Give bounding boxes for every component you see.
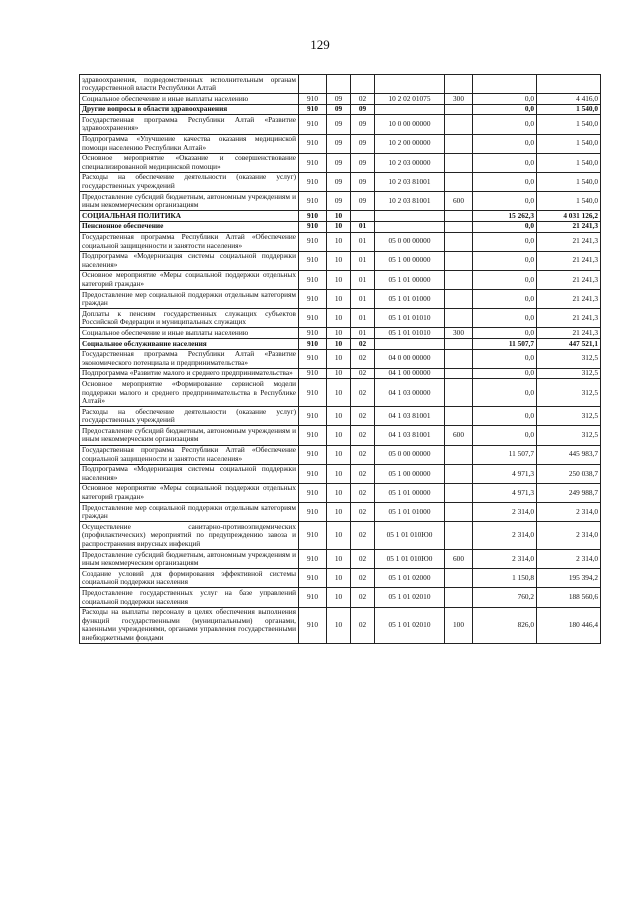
section-code-cell: 10 [327, 522, 351, 550]
table-row [80, 445, 601, 464]
subsection-code-cell: 02 [351, 569, 375, 588]
amount-cell: 11 507,7 [473, 445, 537, 464]
amount-cell: 0,0 [473, 379, 537, 407]
section-code-cell: 10 [327, 550, 351, 569]
section-code-cell: 09 [327, 94, 351, 105]
section-code-cell: 10 [327, 426, 351, 445]
table-row [80, 349, 601, 368]
expense-name-cell: Подпрограмма «Улучшение качества оказания медицинской помощи населению Республики Алтай» [80, 134, 299, 153]
amount-cell: 447 521,1 [537, 339, 601, 350]
amount-cell: 180 446,4 [537, 607, 601, 643]
target-article-cell: 04 1 03 81001 [375, 407, 445, 426]
table-row [80, 251, 601, 270]
amount-cell: 1 540,0 [537, 134, 601, 153]
table-row [80, 464, 601, 483]
amount-cell: 15 262,3 [473, 211, 537, 222]
amount-cell: 760,2 [473, 588, 537, 607]
amount-cell: 0,0 [473, 309, 537, 328]
target-article-cell: 05 1 01 02010 [375, 588, 445, 607]
amount-cell: 312,5 [537, 426, 601, 445]
ministry-code-cell: 910 [299, 211, 327, 222]
amount-cell: 0,0 [473, 153, 537, 172]
ministry-code-cell: 910 [299, 483, 327, 502]
section-code-cell: 10 [327, 349, 351, 368]
section-code-cell: 10 [327, 221, 351, 232]
expense-name-cell: Подпрограмма «Модернизация системы социальной поддержки населения» [80, 251, 299, 270]
expense-type-cell: 600 [445, 192, 473, 211]
table-row [80, 270, 601, 289]
expense-name-cell: Другие вопросы в области здравоохранения [80, 104, 299, 115]
expense-name-cell: Социальное обслуживание населения [80, 339, 299, 350]
section-code-cell: 10 [327, 445, 351, 464]
ministry-code-cell: 910 [299, 445, 327, 464]
expense-name-cell: Доплаты к пенсиям государственных служащих субъектов Российской Федерации и муниципальных служащих [80, 309, 299, 328]
subsection-code-cell: 02 [351, 94, 375, 105]
section-code-cell: 10 [327, 483, 351, 502]
table-row [80, 339, 601, 350]
expense-type-cell [445, 270, 473, 289]
ministry-code-cell: 910 [299, 115, 327, 134]
table-row [80, 607, 601, 643]
table-row [80, 115, 601, 134]
amount-cell [537, 75, 601, 94]
expense-name-cell: Предоставление мер социальной поддержки отдельным категориям граждан [80, 503, 299, 522]
table-row [80, 550, 601, 569]
target-article-cell [375, 211, 445, 222]
amount-cell: 195 394,2 [537, 569, 601, 588]
expense-type-cell [445, 211, 473, 222]
amount-cell: 0,0 [473, 368, 537, 379]
table-row [80, 172, 601, 191]
expense-type-cell [445, 104, 473, 115]
expense-type-cell [445, 588, 473, 607]
table-row [80, 483, 601, 502]
ministry-code-cell: 910 [299, 464, 327, 483]
amount-cell: 11 507,7 [473, 339, 537, 350]
amount-cell: 0,0 [473, 115, 537, 134]
ministry-code-cell: 910 [299, 134, 327, 153]
section-code-cell: 09 [327, 172, 351, 191]
section-code-cell: 10 [327, 607, 351, 643]
table-row [80, 588, 601, 607]
table-row [80, 522, 601, 550]
table-row [80, 221, 601, 232]
target-article-cell: 04 1 03 00000 [375, 379, 445, 407]
amount-cell: 0,0 [473, 172, 537, 191]
subsection-code-cell: 02 [351, 503, 375, 522]
expense-type-cell: 100 [445, 607, 473, 643]
section-code-cell: 10 [327, 270, 351, 289]
expense-name-cell: Предоставление субсидий бюджетным, автономным учреждениям и иным некоммерческим организациям [80, 550, 299, 569]
subsection-code-cell: 01 [351, 270, 375, 289]
ministry-code-cell: 910 [299, 221, 327, 232]
section-code-cell: 10 [327, 464, 351, 483]
subsection-code-cell: 02 [351, 426, 375, 445]
amount-cell: 312,5 [537, 368, 601, 379]
expense-type-cell: 600 [445, 426, 473, 445]
subsection-code-cell: 02 [351, 483, 375, 502]
amount-cell: 2 314,0 [537, 503, 601, 522]
amount-cell: 2 314,0 [473, 550, 537, 569]
amount-cell: 0,0 [473, 134, 537, 153]
amount-cell: 0,0 [473, 426, 537, 445]
amount-cell: 188 560,6 [537, 588, 601, 607]
ministry-code-cell: 910 [299, 290, 327, 309]
target-article-cell: 05 1 01 01010 [375, 309, 445, 328]
subsection-code-cell: 09 [351, 115, 375, 134]
expense-name-cell: Расходы на обеспечение деятельности (оказание услуг) государственных учреждений [80, 407, 299, 426]
expense-type-cell [445, 290, 473, 309]
section-code-cell: 10 [327, 309, 351, 328]
ministry-code-cell: 910 [299, 172, 327, 191]
amount-cell: 826,0 [473, 607, 537, 643]
subsection-code-cell: 02 [351, 368, 375, 379]
target-article-cell: 05 1 01 02000 [375, 569, 445, 588]
section-code-cell: 10 [327, 368, 351, 379]
amount-cell: 312,5 [537, 349, 601, 368]
budget-table-body [80, 75, 601, 644]
amount-cell: 249 988,7 [537, 483, 601, 502]
expense-name-cell: Пенсионное обеспечение [80, 221, 299, 232]
expense-name-cell: Основное мероприятие «Меры социальной поддержки отдельных категорий граждан» [80, 270, 299, 289]
amount-cell: 21 241,3 [537, 290, 601, 309]
expense-name-cell: Предоставление субсидий бюджетным, автономным учреждениям и иным некоммерческим организациям [80, 426, 299, 445]
expense-name-cell: Предоставление субсидий бюджетным, автономным учреждениям и иным некоммерческим организациям [80, 192, 299, 211]
expense-name-cell: Государственная программа Республики Алтай «Развитие экономического потенциала и предпринимательства» [80, 349, 299, 368]
expense-type-cell [445, 221, 473, 232]
target-article-cell: 04 1 00 00000 [375, 368, 445, 379]
expense-name-cell: Создание условий для формирования эффективной системы социальной поддержки населения [80, 569, 299, 588]
expense-type-cell [445, 407, 473, 426]
expense-name-cell: Подпрограмма «Развитие малого и среднего предпринимательства» [80, 368, 299, 379]
ministry-code-cell: 910 [299, 94, 327, 105]
amount-cell: 2 314,0 [473, 522, 537, 550]
target-article-cell: 10 2 03 00000 [375, 153, 445, 172]
target-article-cell: 05 1 01 010Ю0 [375, 522, 445, 550]
amount-cell: 21 241,3 [537, 232, 601, 251]
expense-type-cell [445, 339, 473, 350]
section-code-cell: 10 [327, 211, 351, 222]
expense-type-cell [445, 503, 473, 522]
target-article-cell: 05 1 00 00000 [375, 251, 445, 270]
table-row [80, 94, 601, 105]
subsection-code-cell: 02 [351, 445, 375, 464]
table-row [80, 368, 601, 379]
expense-type-cell [445, 134, 473, 153]
subsection-code-cell [351, 75, 375, 94]
ministry-code-cell: 910 [299, 339, 327, 350]
amount-cell: 0,0 [473, 104, 537, 115]
amount-cell: 0,0 [473, 270, 537, 289]
subsection-code-cell: 02 [351, 407, 375, 426]
table-row [80, 75, 601, 94]
subsection-code-cell: 02 [351, 379, 375, 407]
ministry-code-cell: 910 [299, 379, 327, 407]
table-row [80, 153, 601, 172]
target-article-cell [375, 221, 445, 232]
ministry-code-cell: 910 [299, 503, 327, 522]
section-code-cell: 09 [327, 134, 351, 153]
amount-cell: 2 314,0 [537, 550, 601, 569]
target-article-cell: 04 1 03 81001 [375, 426, 445, 445]
target-article-cell: 05 1 00 00000 [375, 464, 445, 483]
amount-cell: 0,0 [473, 221, 537, 232]
target-article-cell: 05 1 01 01000 [375, 290, 445, 309]
amount-cell: 4 971,3 [473, 464, 537, 483]
ministry-code-cell: 910 [299, 270, 327, 289]
subsection-code-cell: 01 [351, 232, 375, 251]
target-article-cell: 10 2 00 00000 [375, 134, 445, 153]
ministry-code-cell: 910 [299, 407, 327, 426]
amount-cell: 21 241,3 [537, 221, 601, 232]
target-article-cell: 05 0 00 00000 [375, 232, 445, 251]
table-row [80, 134, 601, 153]
ministry-code-cell: 910 [299, 232, 327, 251]
target-article-cell: 05 1 01 01010 [375, 328, 445, 339]
amount-cell: 4 416,0 [537, 94, 601, 105]
amount-cell: 4 031 126,2 [537, 211, 601, 222]
amount-cell: 445 983,7 [537, 445, 601, 464]
ministry-code-cell: 910 [299, 251, 327, 270]
subsection-code-cell: 02 [351, 464, 375, 483]
section-code-cell: 10 [327, 339, 351, 350]
ministry-code-cell: 910 [299, 192, 327, 211]
amount-cell [473, 75, 537, 94]
subsection-code-cell: 01 [351, 221, 375, 232]
expense-name-cell: СОЦИАЛЬНАЯ ПОЛИТИКА [80, 211, 299, 222]
section-code-cell: 10 [327, 290, 351, 309]
table-row [80, 569, 601, 588]
section-code-cell: 10 [327, 379, 351, 407]
expense-name-cell: здравоохранения, подведомственных исполнительным органам государственной власти Республики Алтай [80, 75, 299, 94]
target-article-cell [375, 339, 445, 350]
budget-table [79, 74, 601, 644]
amount-cell: 0,0 [473, 328, 537, 339]
table-row [80, 379, 601, 407]
expense-type-cell: 300 [445, 328, 473, 339]
section-code-cell: 10 [327, 503, 351, 522]
amount-cell: 312,5 [537, 407, 601, 426]
subsection-code-cell: 09 [351, 134, 375, 153]
amount-cell: 21 241,3 [537, 328, 601, 339]
expense-type-cell [445, 251, 473, 270]
ministry-code-cell: 910 [299, 569, 327, 588]
expense-type-cell [445, 75, 473, 94]
subsection-code-cell: 02 [351, 339, 375, 350]
subsection-code-cell: 09 [351, 153, 375, 172]
amount-cell: 0,0 [473, 349, 537, 368]
amount-cell: 21 241,3 [537, 251, 601, 270]
expense-type-cell [445, 379, 473, 407]
amount-cell: 0,0 [473, 192, 537, 211]
section-code-cell: 10 [327, 328, 351, 339]
expense-name-cell: Осуществление санитарно-противоэпидемических (профилактических) мероприятий по предупреждению завоза и распространения вирусных инфекций [80, 522, 299, 550]
target-article-cell: 05 1 01 00000 [375, 483, 445, 502]
section-code-cell: 09 [327, 115, 351, 134]
subsection-code-cell: 02 [351, 550, 375, 569]
amount-cell: 0,0 [473, 251, 537, 270]
amount-cell: 4 971,3 [473, 483, 537, 502]
expense-type-cell [445, 172, 473, 191]
page-number: 129 [310, 37, 330, 52]
amount-cell: 1 540,0 [537, 192, 601, 211]
section-code-cell: 10 [327, 232, 351, 251]
target-article-cell: 10 2 03 81001 [375, 192, 445, 211]
table-row [80, 503, 601, 522]
target-article-cell: 05 1 01 02010 [375, 607, 445, 643]
ministry-code-cell: 910 [299, 426, 327, 445]
table-row [80, 232, 601, 251]
expense-name-cell: Основное мероприятие «Формирование сервисной модели поддержки малого и среднего предпринимательства в Республике Алтай» [80, 379, 299, 407]
amount-cell: 1 540,0 [537, 115, 601, 134]
section-code-cell: 09 [327, 153, 351, 172]
subsection-code-cell [351, 211, 375, 222]
amount-cell: 0,0 [473, 94, 537, 105]
target-article-cell: 05 1 01 010Ю0 [375, 550, 445, 569]
expense-type-cell [445, 368, 473, 379]
section-code-cell: 10 [327, 569, 351, 588]
expense-name-cell: Расходы на обеспечение деятельности (оказание услуг) государственных учреждений [80, 172, 299, 191]
expense-name-cell: Социальное обеспечение и иные выплаты населению [80, 328, 299, 339]
amount-cell: 21 241,3 [537, 309, 601, 328]
section-code-cell: 10 [327, 407, 351, 426]
amount-cell: 2 314,0 [473, 503, 537, 522]
table-row [80, 192, 601, 211]
expense-name-cell: Основное мероприятие «Меры социальной поддержки отдельных категорий граждан» [80, 483, 299, 502]
ministry-code-cell: 910 [299, 309, 327, 328]
subsection-code-cell: 01 [351, 309, 375, 328]
subsection-code-cell: 02 [351, 349, 375, 368]
section-code-cell: 10 [327, 588, 351, 607]
ministry-code-cell: 910 [299, 522, 327, 550]
target-article-cell [375, 104, 445, 115]
expense-type-cell [445, 115, 473, 134]
expense-type-cell [445, 569, 473, 588]
expense-name-cell: Предоставление государственных услуг на базе управлений социальной поддержки населения [80, 588, 299, 607]
subsection-code-cell: 09 [351, 104, 375, 115]
table-row [80, 407, 601, 426]
subsection-code-cell: 02 [351, 588, 375, 607]
ministry-code-cell: 910 [299, 607, 327, 643]
amount-cell: 312,5 [537, 379, 601, 407]
expense-name-cell: Расходы на выплаты персоналу в целях обеспечения выполнения функций государственными (муниципальными) органами, казенными учреждениями, органами управления государственными внебюджетными фондами [80, 607, 299, 643]
expense-name-cell: Социальное обеспечение и иные выплаты населению [80, 94, 299, 105]
section-code-cell [327, 75, 351, 94]
table-row [80, 104, 601, 115]
target-article-cell: 05 0 00 00000 [375, 445, 445, 464]
expense-name-cell: Государственная программа Республики Алтай «Обеспечение социальной защищенности и занятости населения» [80, 232, 299, 251]
expense-name-cell: Предоставление мер социальной поддержки отдельным категориям граждан [80, 290, 299, 309]
ministry-code-cell [299, 75, 327, 94]
expense-type-cell [445, 309, 473, 328]
amount-cell: 1 540,0 [537, 153, 601, 172]
subsection-code-cell: 02 [351, 522, 375, 550]
table-row [80, 426, 601, 445]
expense-type-cell: 600 [445, 550, 473, 569]
amount-cell: 0,0 [473, 407, 537, 426]
table-row [80, 309, 601, 328]
target-article-cell: 05 1 01 00000 [375, 270, 445, 289]
table-row [80, 328, 601, 339]
section-code-cell: 09 [327, 104, 351, 115]
amount-cell: 21 241,3 [537, 270, 601, 289]
expense-type-cell [445, 349, 473, 368]
amount-cell: 0,0 [473, 290, 537, 309]
amount-cell: 1 540,0 [537, 104, 601, 115]
ministry-code-cell: 910 [299, 550, 327, 569]
amount-cell: 1 150,8 [473, 569, 537, 588]
target-article-cell: 04 0 00 00000 [375, 349, 445, 368]
expense-type-cell [445, 483, 473, 502]
ministry-code-cell: 910 [299, 349, 327, 368]
expense-name-cell: Государственная программа Республики Алтай «Обеспечение социальной защищенности и занятости населения» [80, 445, 299, 464]
subsection-code-cell: 09 [351, 172, 375, 191]
expense-type-cell [445, 153, 473, 172]
amount-cell: 0,0 [473, 232, 537, 251]
ministry-code-cell: 910 [299, 153, 327, 172]
ministry-code-cell: 910 [299, 368, 327, 379]
target-article-cell: 10 2 03 81001 [375, 172, 445, 191]
table-row [80, 290, 601, 309]
expense-name-cell: Государственная программа Республики Алтай «Развитие здравоохранения» [80, 115, 299, 134]
subsection-code-cell: 02 [351, 607, 375, 643]
expense-name-cell: Основное мероприятие «Оказание и совершенствование специализированной медицинской помощи» [80, 153, 299, 172]
subsection-code-cell: 09 [351, 192, 375, 211]
target-article-cell: 10 0 00 00000 [375, 115, 445, 134]
expense-type-cell [445, 522, 473, 550]
expense-type-cell [445, 232, 473, 251]
ministry-code-cell: 910 [299, 104, 327, 115]
expense-type-cell: 300 [445, 94, 473, 105]
amount-cell: 1 540,0 [537, 172, 601, 191]
subsection-code-cell: 01 [351, 328, 375, 339]
amount-cell: 2 314,0 [537, 522, 601, 550]
ministry-code-cell: 910 [299, 328, 327, 339]
expense-type-cell [445, 445, 473, 464]
target-article-cell: 05 1 01 01000 [375, 503, 445, 522]
section-code-cell: 10 [327, 251, 351, 270]
section-code-cell: 09 [327, 192, 351, 211]
amount-cell: 250 038,7 [537, 464, 601, 483]
target-article-cell: 10 2 02 01075 [375, 94, 445, 105]
subsection-code-cell: 01 [351, 251, 375, 270]
table-row [80, 211, 601, 222]
expense-type-cell [445, 464, 473, 483]
expense-name-cell: Подпрограмма «Модернизация системы социальной поддержки населения» [80, 464, 299, 483]
ministry-code-cell: 910 [299, 588, 327, 607]
target-article-cell [375, 75, 445, 94]
subsection-code-cell: 01 [351, 290, 375, 309]
